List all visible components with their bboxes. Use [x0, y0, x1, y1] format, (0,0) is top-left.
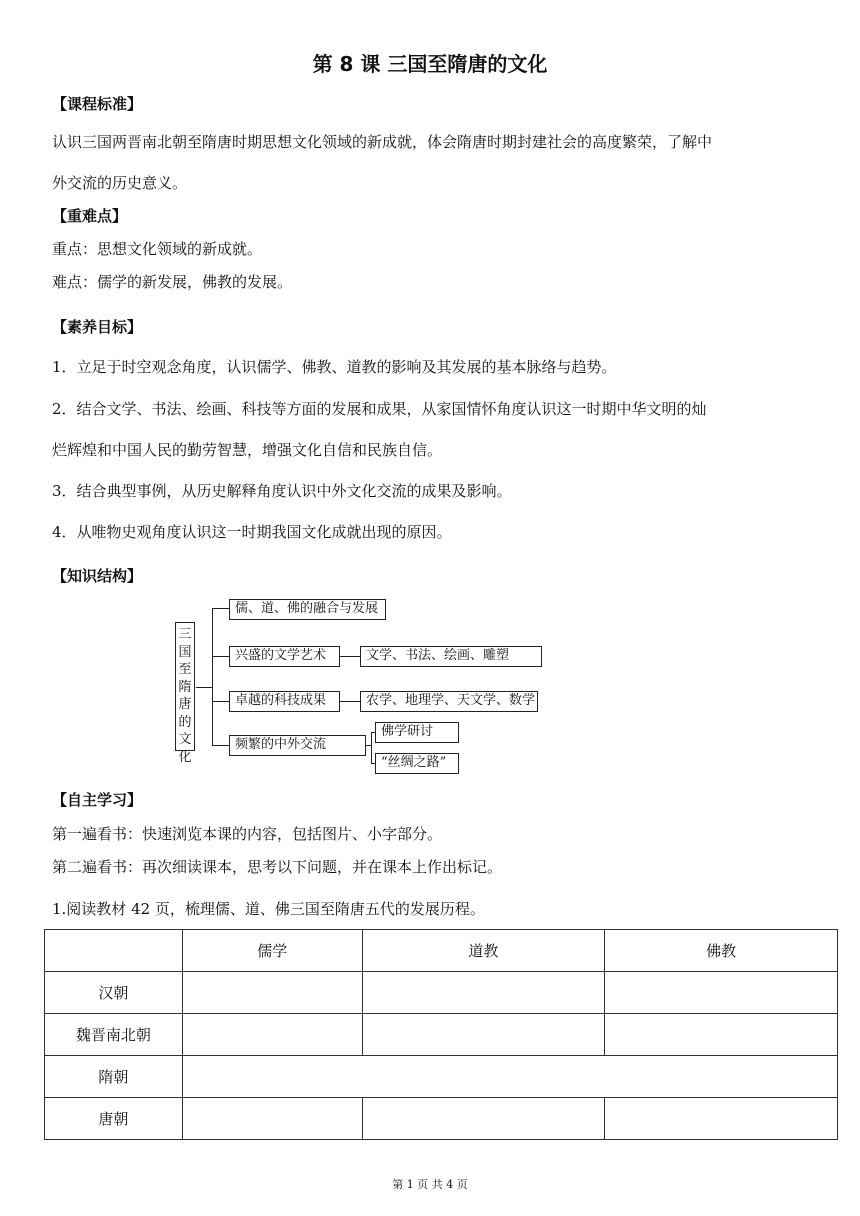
self-study-heading: 【自主学习】	[52, 791, 143, 809]
answer-cell[interactable]	[362, 1014, 605, 1056]
answer-cell[interactable]	[182, 1098, 362, 1140]
sub-buddhist-studies: 佛学研讨	[375, 722, 459, 743]
root-char: 隋	[178, 679, 192, 695]
table-header-cell: 儒学	[182, 930, 362, 972]
goal-1: 1．立足于时空观念角度，认识儒学、佛教、道教的影响及其发展的基本脉络与趋势。	[52, 358, 617, 376]
branch-foreign-exchange: 频繁的中外交流	[229, 735, 366, 756]
branch-science-technology: 卓越的科技成果	[229, 691, 340, 712]
key-point-text: 重点：思想文化领域的新成就。	[52, 240, 263, 258]
answer-cell[interactable]	[605, 1098, 838, 1140]
question-1-text: 1.阅读教材 42 页，梳理儒、道、佛三国至隋唐五代的发展历程。	[52, 900, 485, 918]
literacy-goals-heading: 【素养目标】	[52, 318, 143, 336]
sub-literature-arts: 文学、书法、绘画、雕塑	[360, 646, 542, 667]
answer-cell[interactable]	[605, 1014, 838, 1056]
answer-cell-merged[interactable]	[182, 1056, 837, 1098]
table-header-row	[45, 930, 838, 972]
connector-line	[371, 732, 372, 763]
answer-cell[interactable]	[182, 972, 362, 1014]
root-char: 三	[178, 627, 192, 642]
table-header-cell	[45, 930, 183, 972]
goal-2-line2: 烂辉煌和中国人民的勤劳智慧，增强文化自信和民族自信。	[52, 441, 443, 459]
table-row	[45, 1098, 838, 1140]
course-standard-text-line2: 外交流的历史意义。	[52, 174, 188, 192]
answer-cell[interactable]	[362, 1098, 605, 1140]
connector-line	[340, 701, 360, 702]
table-row	[45, 1056, 838, 1098]
key-points-heading: 【重难点】	[52, 207, 128, 225]
table-row	[45, 972, 838, 1014]
root-char: 化	[178, 749, 192, 765]
branch-literature-arts: 兴盛的文学艺术	[229, 646, 340, 667]
page-title: 第 8 课 三国至隋唐的文化	[312, 52, 548, 76]
table-row	[45, 1014, 838, 1056]
knowledge-structure-heading: 【知识结构】	[52, 567, 143, 585]
root-char: 至	[178, 662, 192, 677]
table-header-cell: 道教	[362, 930, 605, 972]
answer-cell[interactable]	[182, 1014, 362, 1056]
answer-cell[interactable]	[362, 972, 605, 1014]
course-standard-heading: 【课程标准】	[52, 95, 143, 113]
connector-line	[212, 608, 229, 609]
table-header-cell: 佛教	[605, 930, 838, 972]
row-label-cell: 魏晋南北朝	[45, 1014, 183, 1056]
goal-2-line1: 2．结合文学、书法、绘画、科技等方面的发展和成果，从家国情怀角度认识这一时期中华文明的灿	[52, 400, 707, 418]
difficult-point-text: 难点：儒学的新发展，佛教的发展。	[52, 273, 293, 291]
connector-line	[212, 608, 213, 745]
root-char: 国	[178, 644, 192, 660]
root-char: 文	[178, 732, 192, 747]
page-footer: 第 1 页 共 4 页	[392, 1178, 468, 1191]
root-char: 的	[178, 714, 192, 730]
development-table	[44, 929, 838, 1140]
connector-line	[212, 745, 229, 746]
first-reading-text: 第一遍看书：快速浏览本课的内容，包括图片、小字部分。	[52, 825, 443, 843]
diagram-root-box	[175, 622, 195, 765]
row-label-cell: 隋朝	[45, 1056, 183, 1098]
goal-4: 4．从唯物史观角度认识这一时期我国文化成就出现的原因。	[52, 523, 452, 541]
row-label-cell: 汉朝	[45, 972, 183, 1014]
second-reading-text: 第二遍看书：再次细读课本，思考以下问题，并在课本上作出标记。	[52, 858, 503, 876]
connector-line	[212, 701, 229, 702]
connector-line	[212, 656, 229, 657]
goal-3: 3．结合典型事例，从历史解释角度认识中外文化交流的成果及影响。	[52, 482, 512, 500]
connector-line	[340, 656, 360, 657]
course-standard-text-line1: 认识三国两晋南北朝至隋唐时期思想文化领域的新成就，体会隋唐时期封建社会的高度繁荣，了解中	[52, 133, 713, 151]
sub-silk-road: “丝绸之路”	[375, 753, 459, 774]
sub-science-technology: 农学、地理学、天文学、数学	[360, 691, 538, 712]
connector-line	[196, 687, 212, 688]
branch-confucian-taoist-buddhist: 儒、道、佛的融合与发展	[229, 599, 386, 620]
root-char: 唐	[178, 697, 192, 712]
row-label-cell: 唐朝	[45, 1098, 183, 1140]
answer-cell[interactable]	[605, 972, 838, 1014]
